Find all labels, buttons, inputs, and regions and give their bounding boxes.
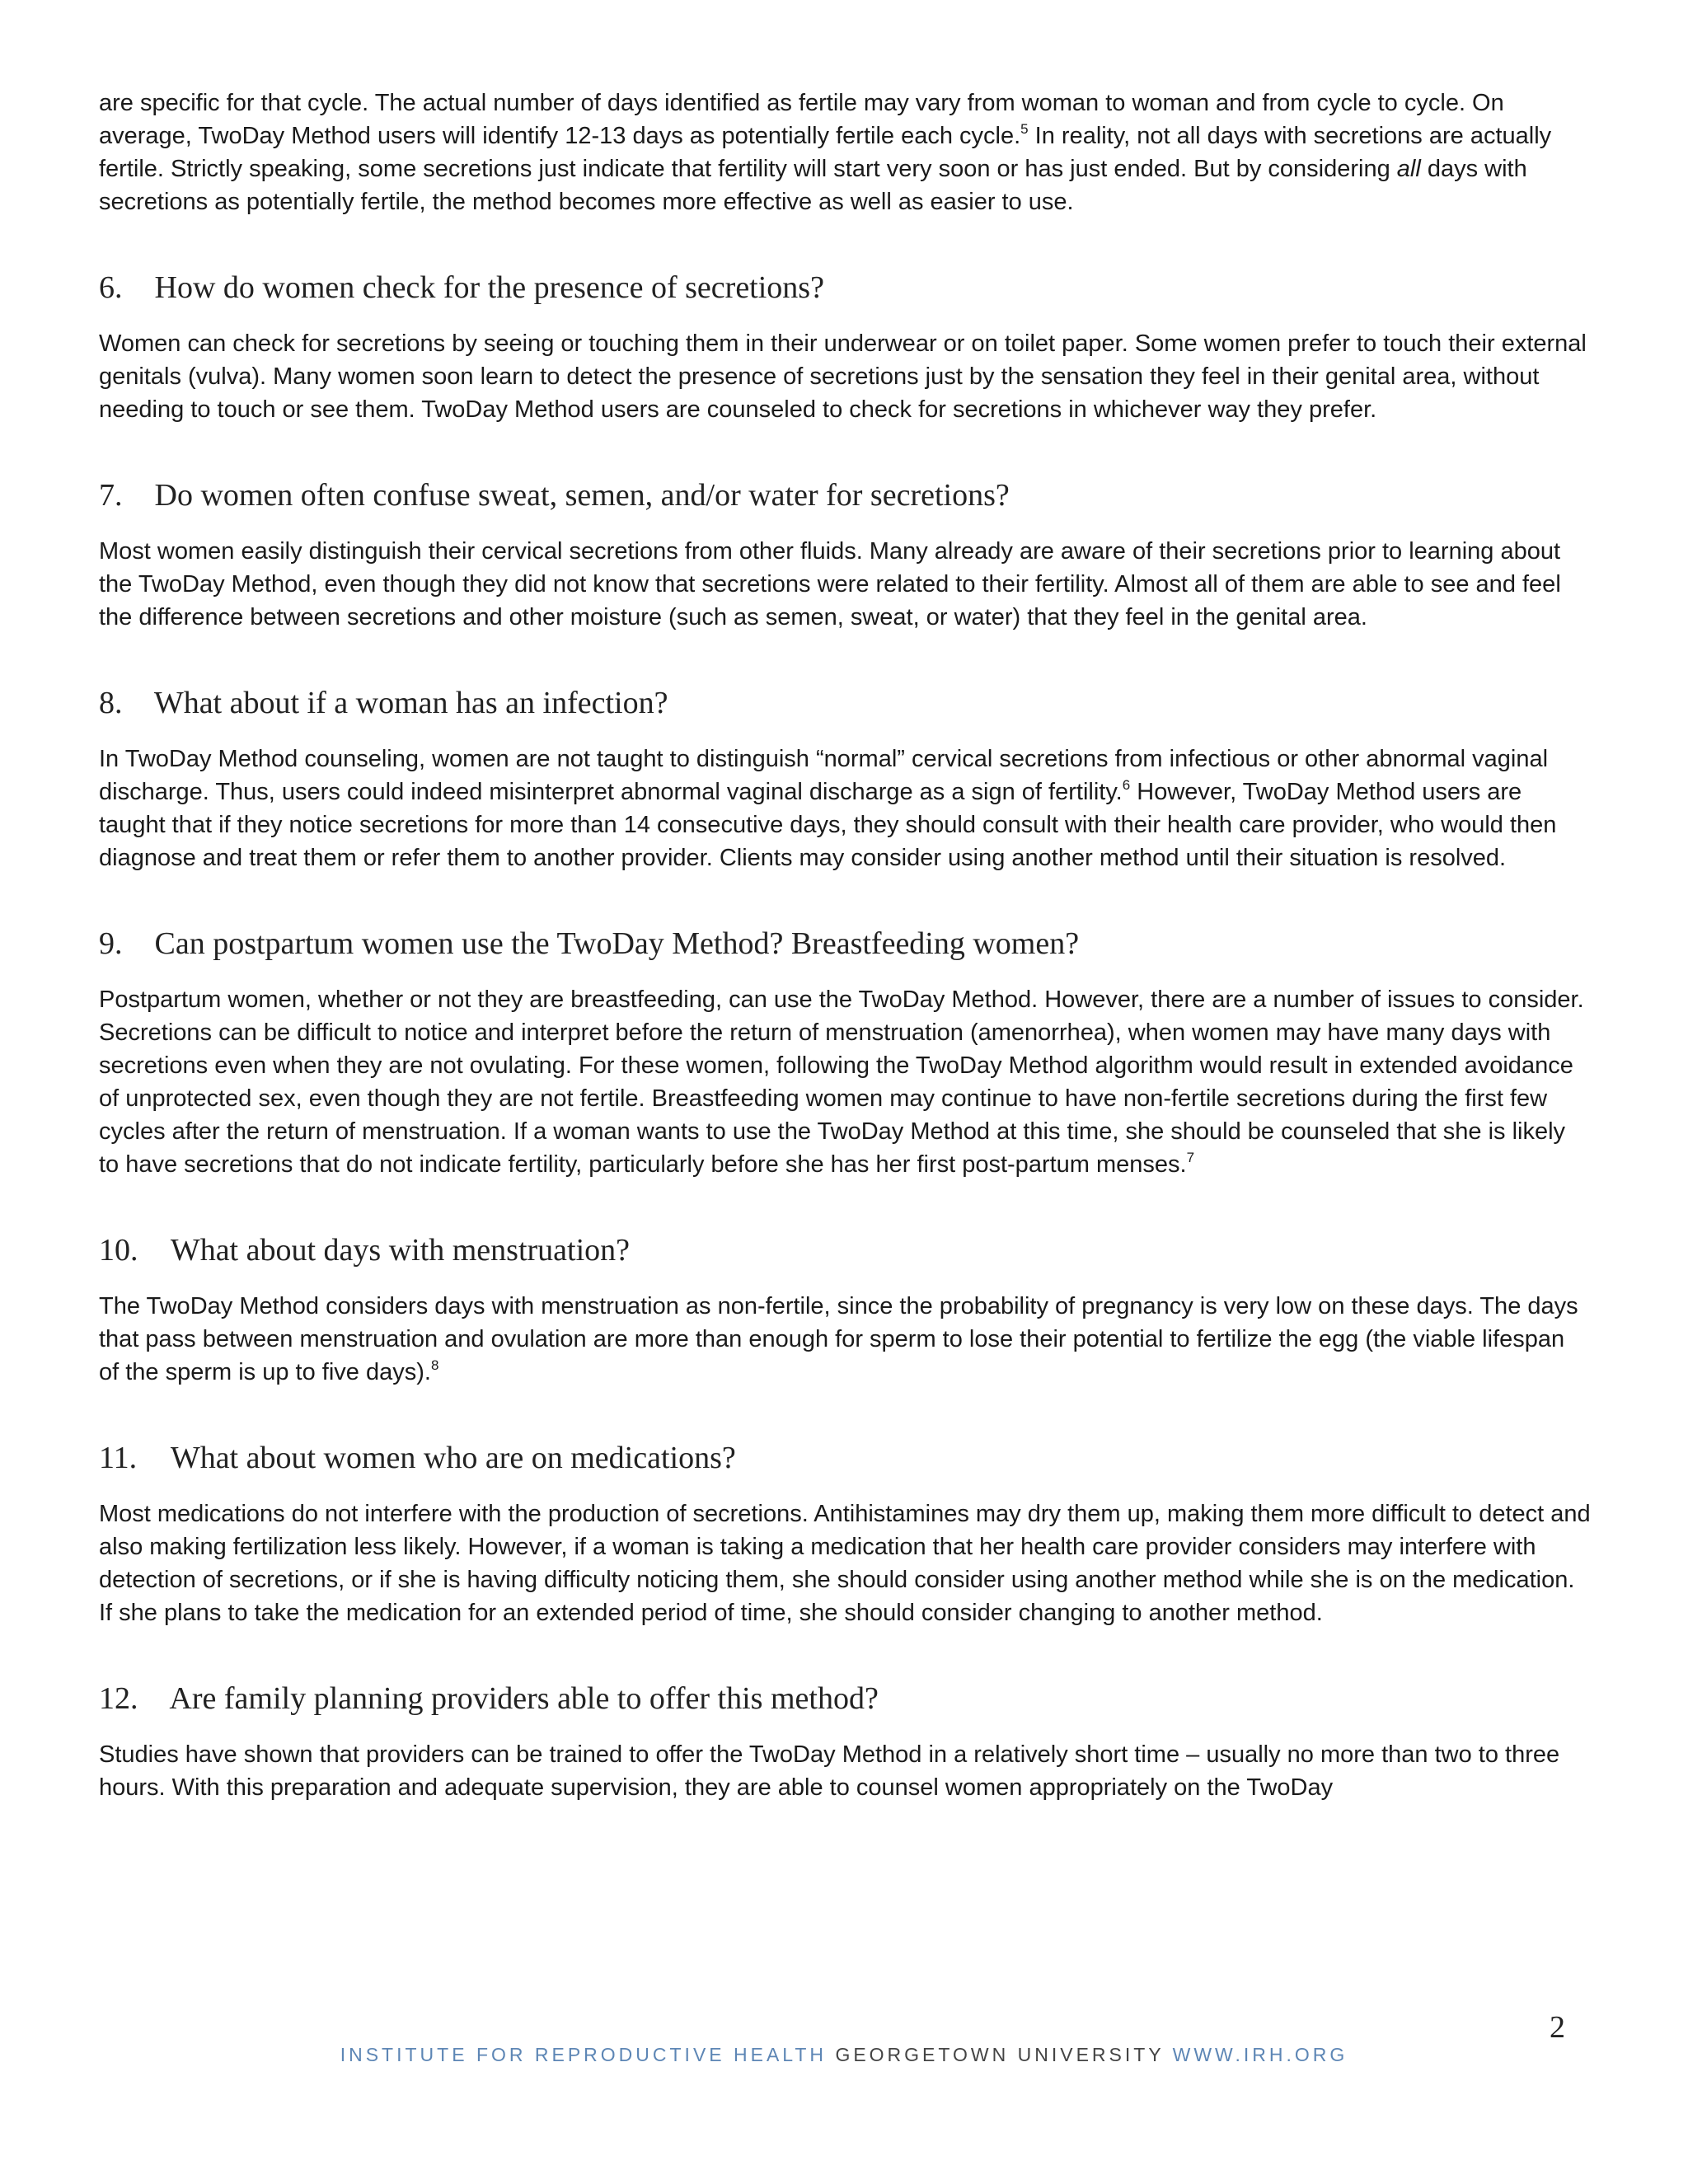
question-heading-11: 11. What about women who are on medications? (99, 1441, 736, 1475)
page-footer (0, 2044, 1688, 2066)
answer-paragraph-7: Most women easily distinguish their cervical secretions from other fluids. Many already are aware of their secretions prior to learning about the TwoDay Method, even though they did not know that secretions were related to their fertility. Almost all of them are able to see and feel the difference between secretions and other moisture (such as semen, sweat, or water) that they feel in the genital area. (99, 538, 1561, 630)
question-heading-9: 9. Can postpartum women use the TwoDay Method? Breastfeeding women? (99, 926, 1080, 961)
footnote-ref: 8 (430, 1357, 439, 1373)
page-number: 2 (1550, 2010, 1565, 2045)
footer-university: GEORGETOWN UNIVERSITY (835, 2044, 1165, 2065)
answer-paragraph-9: Postpartum women, whether or not they are breastfeeding, can use the TwoDay Method. However, there are a number of issues to consider. Secretions can be difficult to notice and interpret before the return of menstruation (amenorrhea), when women may have many days with secretions even when they are not ovulating. For these women, following the TwoDay Method algorithm would result in extended avoidance of unprotected sex, even though they are not fertile. Breastfeeding women may continue to have non-fertile secretions during the first few cycles after the return of menstruation. If a woman wants to use the TwoDay Method at this time, she should be counseled that she is likely to have secretions that do not indicate fertility, particularly before she has her first post-partum menses.$^7$ (99, 987, 1584, 1178)
intro-paragraph: are specific for that cycle. The actual number of days identified as fertile may vary from woman to woman and from cycle to cycle. On average, TwoDay Method users will identify 12-13 days as potentially fertile each cycle.$^5$ In reality, not all days with secretions are actually fertile. Strictly speaking, some secretions just indicate that fertility will start very soon or has just ended. But by considering all days with secretions as potentially fertile, the method becomes more effective as well as easier to use. (99, 90, 1552, 215)
footnote-ref: 5 (1020, 121, 1029, 137)
answer-paragraph-11: Most medications do not interfere with the production of secretions. Antihistamines may dry them up, making them more difficult to detect and also making fertilization less likely. However, if a woman is taking a medication that her health care provider considers may interfere with detection of secretions, or if she is having difficulty noticing them, she should consider using another method while she is on the medication. If she plans to take the medication for an extended period of time, she should consider changing to another method. (99, 1501, 1591, 1626)
answer-paragraph-12: Studies have shown that providers can be trained to offer the TwoDay Method in a relatively short time – usually no more than two to three hours. With this preparation and adequate supervision, they are able to counsel women appropriately on the TwoDay (99, 1741, 1560, 1801)
question-heading-6: 6. How do women check for the presence of secretions? (99, 270, 824, 305)
answer-paragraph-8: In TwoDay Method counseling, women are not taught to distinguish “normal” cervical secretions from infectious or other abnormal vaginal discharge. Thus, users could indeed misinterpret abnormal vaginal discharge as a sign of fertility.$^6$ However, TwoDay Method users are taught that if they notice secretions for more than 14 consecutive days, they should consult with their health care provider, who would then diagnose and treat them or refer them to another provider. Clients may consider using another method until their situation is resolved. (99, 746, 1557, 871)
answer-paragraph-6: Women can check for secretions by seeing or touching them in their underwear or on toilet paper. Some women prefer to touch their external genitals (vulva). Many women soon learn to detect the presence of secretions just by the sensation they feel in their genital area, without needing to touch or see them. TwoDay Method users are counseled to check for secretions in whichever way they prefer. (99, 330, 1587, 423)
footer-org: INSTITUTE FOR REPRODUCTIVE HEALTH (340, 2044, 828, 2065)
footnote-ref: 7 (1186, 1150, 1195, 1165)
document-page (99, 87, 1591, 1804)
question-heading-12: 12. Are family planning providers able to offer this method? (99, 1681, 879, 1716)
question-heading-8: 8. What about if a woman has an infection? (99, 686, 668, 720)
answer-paragraph-10: The TwoDay Method considers days with menstruation as non-fertile, since the probability of pregnancy is very low on these days. The days that pass between menstruation and ovulation are more than enough for sperm to lose their potential to fertilize the egg (the viable lifespan of the sperm is up to five days).$^8$ (99, 1293, 1578, 1385)
question-heading-7: 7. Do women often confuse sweat, semen, and/or water for secretions? (99, 478, 1010, 513)
footnote-ref: 6 (1122, 777, 1131, 793)
footer-url: WWW.IRH.ORG (1172, 2044, 1348, 2065)
question-heading-10: 10. What about days with menstruation? (99, 1233, 631, 1268)
